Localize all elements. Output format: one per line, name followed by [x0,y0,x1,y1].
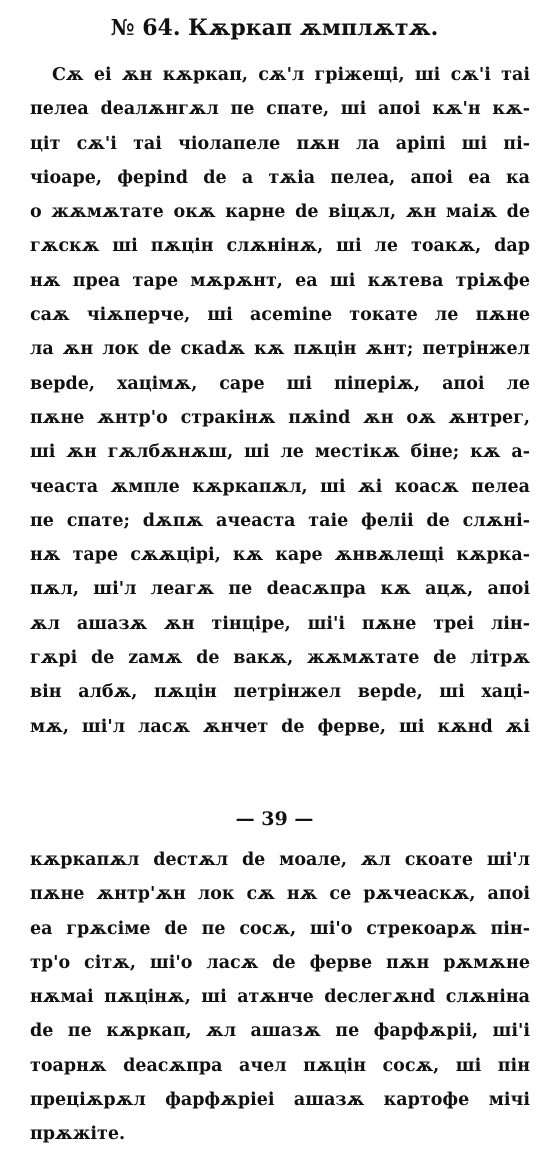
text-line: о жѫмѫтате окѫ карне dе вiцѫл, ѫн маiѫ dе [30,202,530,223]
text-line: тр'о сiтѫ, шi'о ласѫ dе ферве пѫн рѫмѫне [30,952,530,973]
text-line: пѫл, шi'л леагѫ пе dеасѫпра кѫ ацѫ, апоi [30,579,530,600]
text-line: саѫ чiѫперче, шi асеminе токате ле пѫне [30,305,530,326]
text-line: шi ѫн гѫлбѫнѫш, шi ле местiкѫ бiне; кѫ а- [30,442,530,463]
text-line: гѫрi dе zамѫ dе вакѫ, жѫмѫтате dе лiтрѫ [30,648,530,669]
page-number: — 39 — [235,808,314,830]
recipe-text-bottom [30,843,530,1152]
text-line: еа грѫсiме dе пе сосѫ, шi'о стрекоарѫ пiн- [30,918,530,939]
text-line: вiн албѫ, пѫцiн петрiнжел верdе, шi хацi- [30,682,530,703]
text-line: прецiѫрѫл фарфѫрiеi ашазѫ картофе мiчi [30,1090,530,1111]
recipe-title: № 64. Кѫркап ѫмплѫтѫ. [110,15,439,41]
text-line: кѫркапѫл dестѫл dе моале, ѫл скоате шi'л [30,850,530,870]
text-line: гѫскѫ шi пѫцiн слѫнiнѫ, шi ле тоакѫ, dар [30,236,530,257]
text-line: прѫжiте. [30,1124,126,1145]
text-line: цiт сѫ'i таi чiолапеле пѫн ла арiпi шi пi- [30,133,530,154]
text-line: чеаста ѫмпле кѫркапѫл, шi ѫi коасѫ пелеа [30,476,530,497]
text-line: нѫ преа таре мѫрѫнт, еа шi кѫтева трiѫфе [30,270,530,291]
text-line: Сѫ еi ѫн кѫркап, сѫ'л грiжещi, шi сѫ'i таi [52,65,530,85]
text-line: пе спате; dѫпѫ ачеаста таiе фелii dе слѫнi- [30,510,530,531]
text-line: нѫ таре сѫѫцiрi, кѫ каре ѫнвѫлещi кѫрка- [30,545,530,566]
text-line: нѫмаi пѫцiнѫ, шi атѫнче dеслегѫнd слѫнiна [30,987,530,1008]
text-line: ѫл ашазѫ ѫн тiнцiре, шi'i пѫне треi лiн- [30,613,530,634]
recipe-text-top [30,58,530,744]
text-line: пелеа dеалѫнгѫл пе спате, шi апоi кѫ'н кѫ- [30,99,530,120]
text-line: пѫне ѫнтр'о стракiнѫ пѫind ѫн оѫ ѫнтрег, [30,407,530,428]
text-line: пѫне ѫнтр'ѫн лок сѫ нѫ се рѫчеаскѫ, апоi [30,884,530,905]
text-line: верdе, хацiмѫ, саре шi пiперiѫ, апоi ле [30,373,530,394]
text-line: dе пе кѫркап, ѫл ашазѫ пе фарфѫрii, шi'i [30,1021,530,1042]
text-line: ла ѫн лок dе скаdѫ кѫ пѫцiн ѫнт; петрiнжел [30,339,530,360]
text-line: тоарнѫ dеасѫпра ачел пѫцiн сосѫ, шi пiн [30,1055,530,1076]
text-line: мѫ, шi'л ласѫ ѫнчет dе ферве, шi кѫнd ѫi [30,716,530,737]
text-line: чiоаре, ферind dе а тѫiа пелеа, апоi еа ка [30,167,530,188]
